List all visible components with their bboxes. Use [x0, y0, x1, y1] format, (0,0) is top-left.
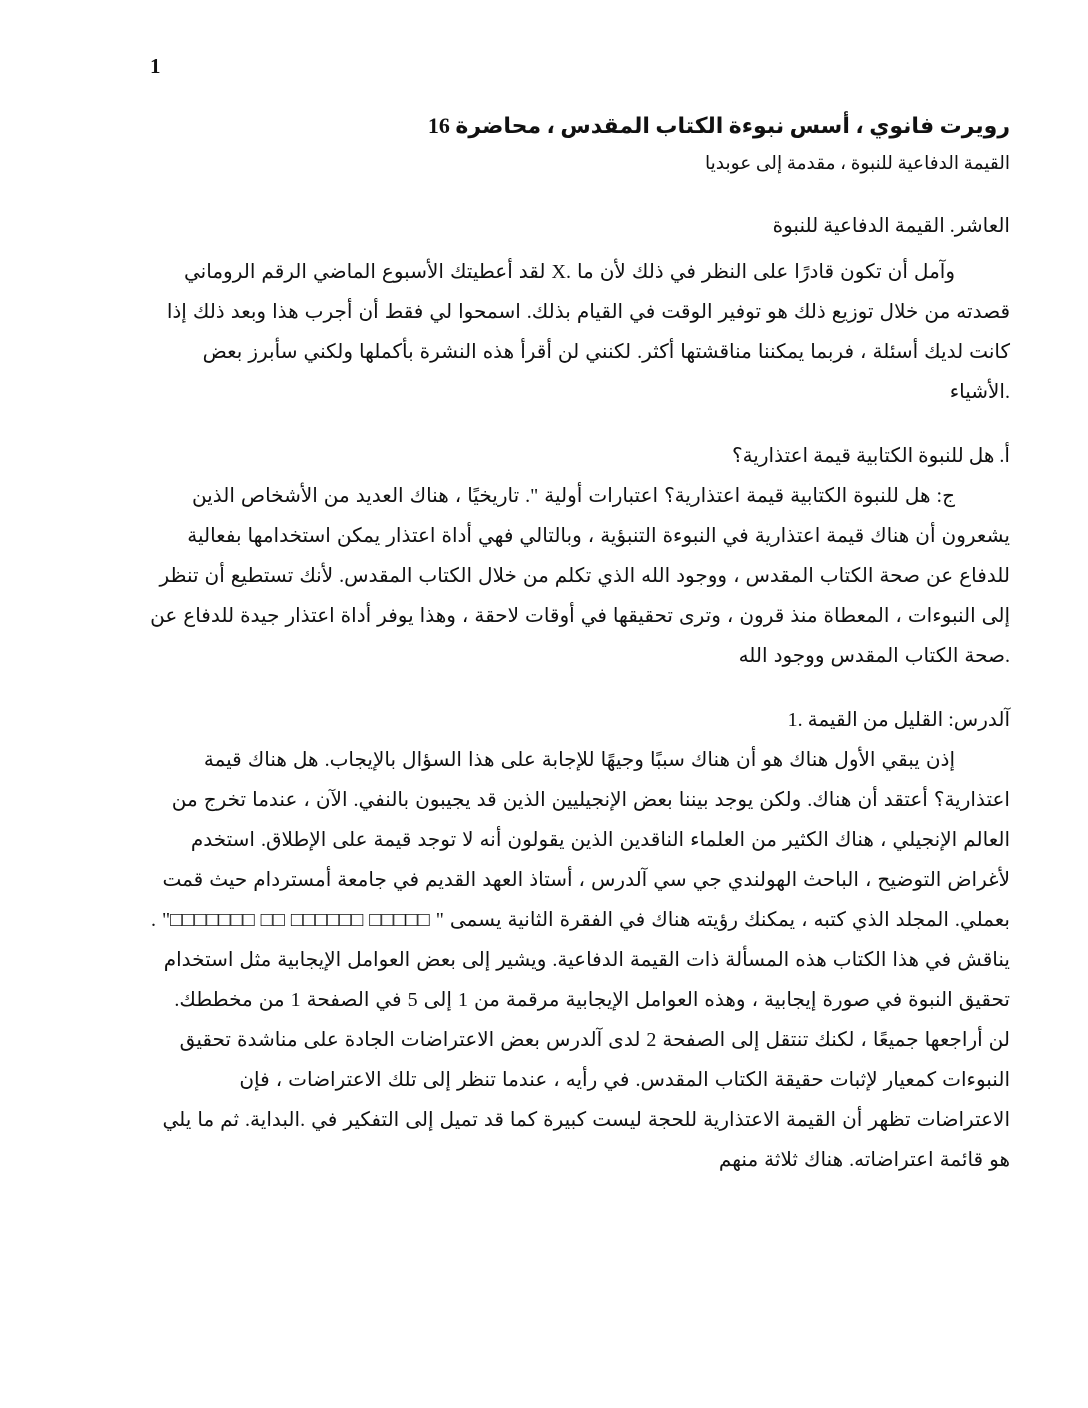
section-heading-lesson-one: آلدرس: القليل من القيمة .1 [787, 709, 1010, 731]
paragraph-aalders-objections: إذن يبقي الأول هناك هو أن هناك سببًا وجيهًا للإجابة على هذا السؤال بالإيجاب. هل هناك قيمة اعتذارية؟ أعتقد أن هناك. ولكن يوجد بيننا بعض الإنجيليين الذين قد يجيبون بالنفي. الآن ، عندما تخرج من العالم الإنجيلي ، هناك الكثير من العلماء الناقدين الذين يقولون أنه لا توجد قيمة على الإطلاق. استخدم لأغراض التوضيح ، الباحث الهولندي جي سي آلدرس ، أستاذ العهد القديم في جامعة أمستردام حيث قمت بعملي. المجلد الذي كتبه ، يمكنك رؤيته هناك في الفقرة الثانية يسمى " □□□□□ □□□□□□ □□ □□□□□□□" . يناقش في هذا الكتاب هذه المسألة ذات القيمة الدفاعية. ويشير إلى بعض العوامل الإيجابية مثل استخدام تحقيق النبوة في صورة إيجابية ، وهذه العوامل الإيجابية مرقمة من 1 إلى 5 في الصفحة 1 من مخططك. لن أراجعها جميعًا ، لكنك تنتقل إلى الصفحة 2 لدى آلدرس بعض الاعتراضات الجادة على مناشدة تحقيق النبوءات كمعيار لإثبات حقيقة الكتاب المقدس. في رأيه ، عندما تنظر إلى تلك الاعتراضات ، فإن الاعتراضات تظهر أن القيمة الاعتذارية للحجة ليست كبيرة كما قد تميل إلى التفكير في .البداية. ثم ما يلي هو قائمة اعتراضاته. هناك ثلاثة منهم [150, 749, 1010, 1171]
document-title: رويرت فانوي ، أسس نبوءة الكتاب المقدس ، محاضرة 16 [427, 113, 1010, 138]
section-heading-ten: العاشر. القيمة الدفاعية للنبوة [772, 215, 1010, 237]
page-number: 1 [150, 54, 161, 78]
paragraph-intro-handout: وآمل أن تكون قادرًا على النظر في ذلك لأن ما .X لقد أعطيتك الأسبوع الماضي الرقم الروماني قصدته من خلال توزيع ذلك هو توفير الوقت في القيام بذلك. اسمحوا لي فقط أن أجرب هذا وبعد ذلك إذا كانت لديك أسئلة ، فربما يمكننا مناقشتها أكثر. لكنني لن أقرأ هذه النشرة بأكملها ولكني سأبرز بعض .الأشياء [166, 261, 1010, 403]
document-subtitle: القيمة الدفاعية للنبوة ، مقدمة إلى عوبديا [705, 154, 1010, 174]
title-block [150, 108, 1010, 184]
paragraph-apologetic-value: ج: هل للنبوة الكتابية قيمة اعتذارية؟ اعتبارات أولية ". تاريخيًا ، هناك العديد من الأشخاص الذين يشعرون أن هناك قيمة اعتذارية في النبوءة التنبؤية ، وبالتالي فهي أداة اعتذار يمكن استخدامها بفعالية للدفاع عن صحة الكتاب المقدس ، ووجود الله الذي تكلم من خلال الكتاب المقدس. لأنك تستطيع أن تنظر إلى النبوءات ، المعطاة منذ قرون ، وترى تحقيقها في أوقات لاحقة ، وهذا يوفر أداة اعتذار جيدة للدفاع عن .صحة الكتاب المقدس ووجود الله [150, 485, 1010, 667]
section-heading-question-a: أ. هل للنبوة الكتابية قيمة اعتذارية؟ [731, 445, 1010, 467]
document-content [150, 108, 1010, 1180]
